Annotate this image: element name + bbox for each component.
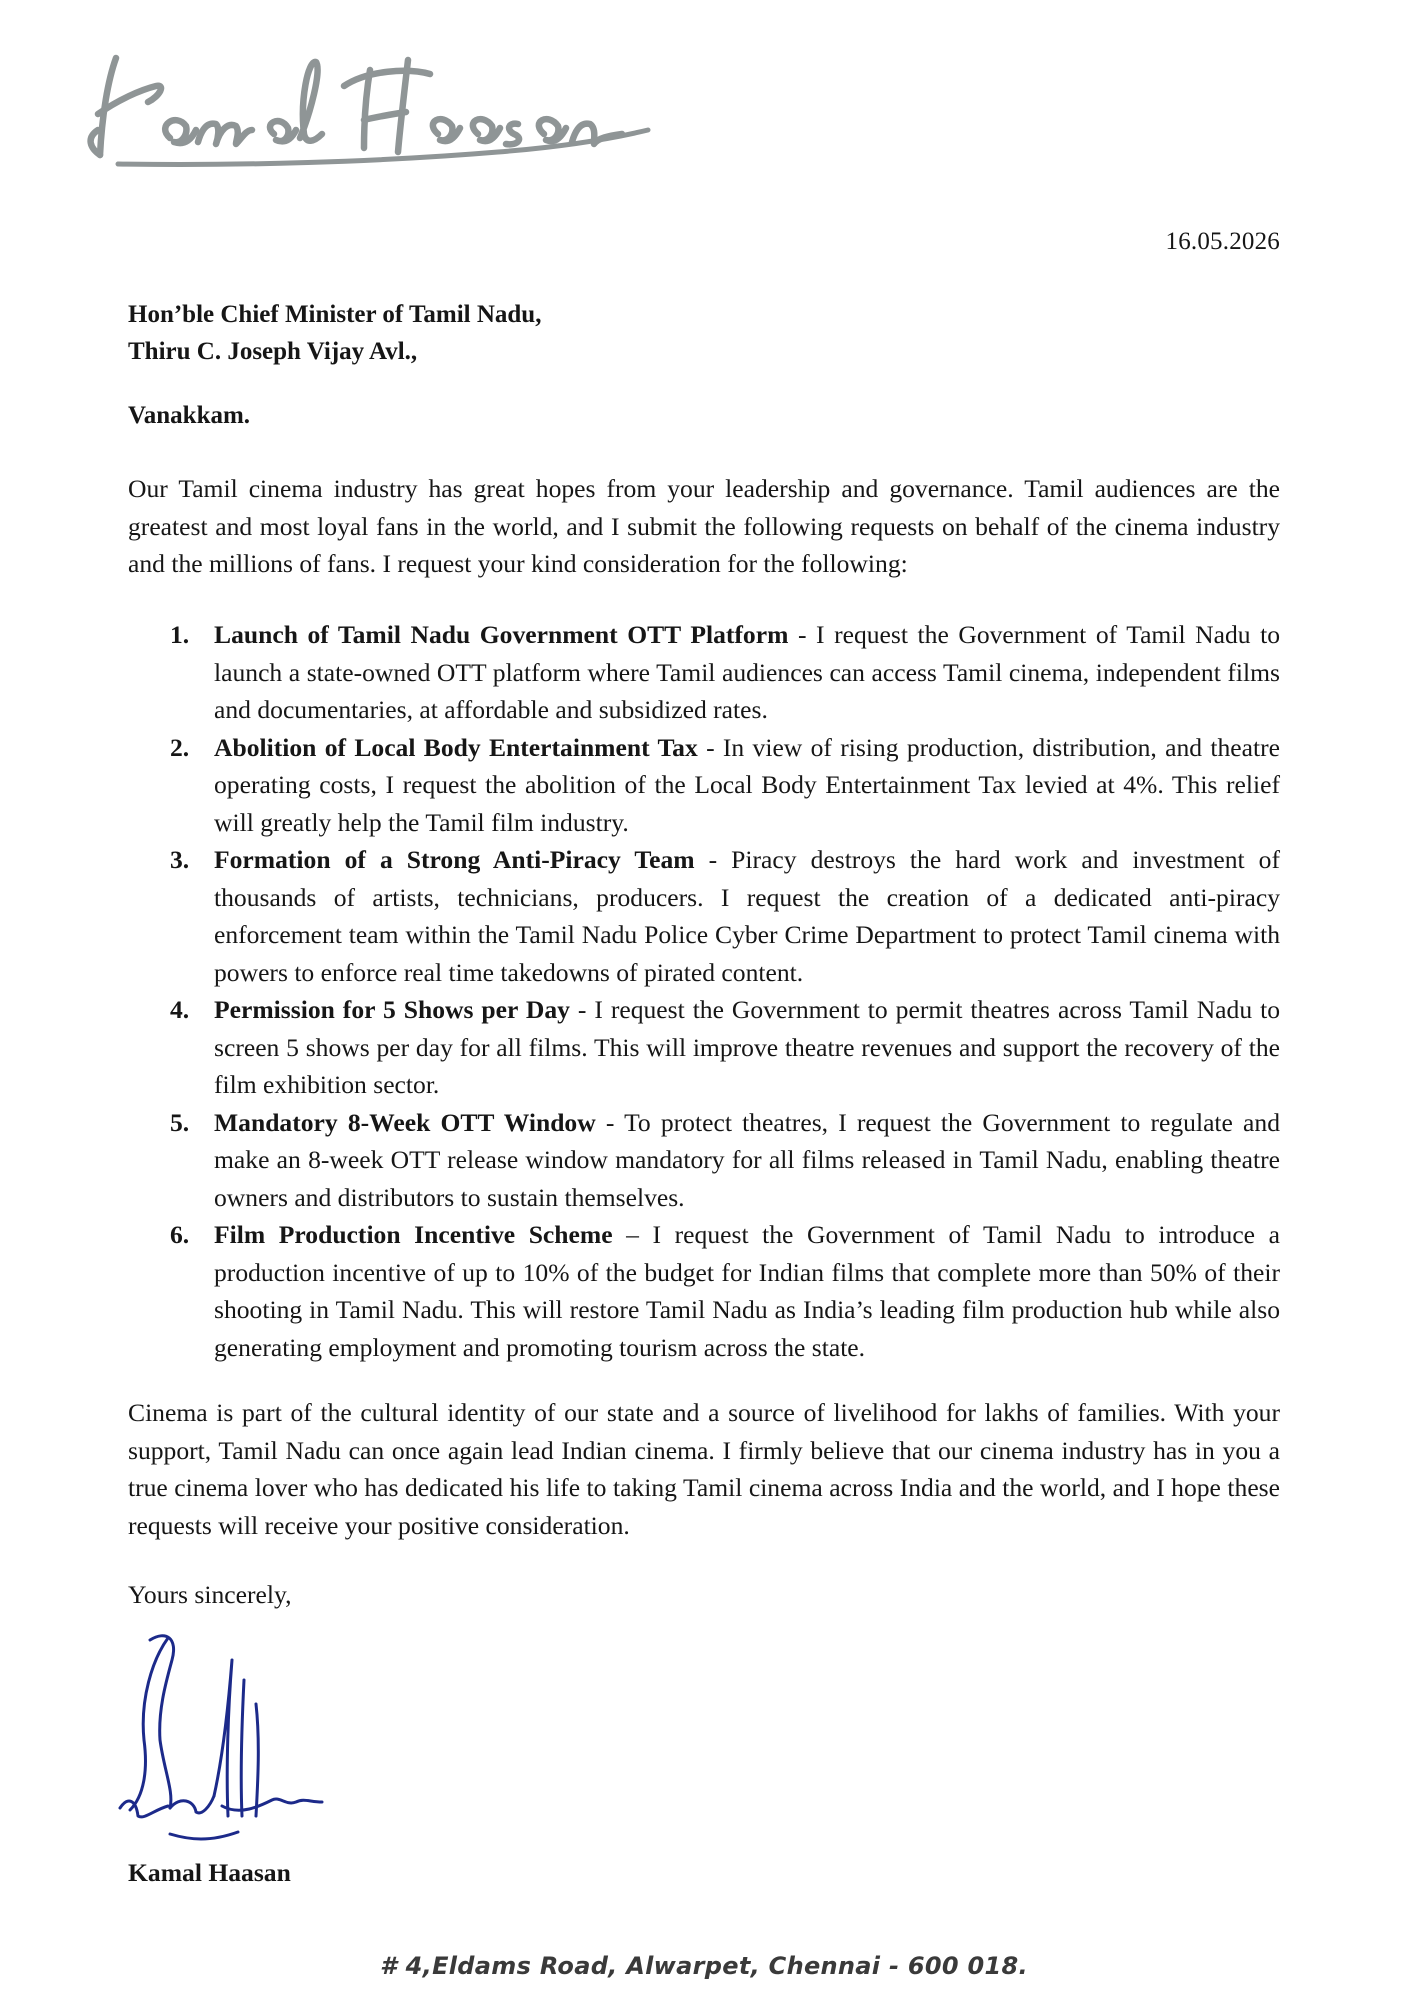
list-item — [160, 1104, 1280, 1217]
request-number: 5. — [170, 1107, 190, 1137]
closing-paragraph: Cinema is part of the cultural identity of our state and a source of livelihood for lakhs of families. With your support, Tamil Nadu can once again lead Indian cinema. I firmly believe that our cinema industry has in you a true cinema lover who has dedicated his life to taking Tamil cinema across India and the world, and I hope these requests will receive your positive consideration. — [128, 1398, 1280, 1540]
request-title: Formation of a Strong Anti-Piracy Team — [214, 845, 695, 874]
footer-address: # 4,Eldams Road, Alwarpet, Chennai - 600 018. — [380, 1952, 1028, 1980]
request-number: 6. — [170, 1220, 190, 1249]
addressee-block — [128, 296, 541, 370]
signer-name: Kamal Haasan — [128, 1858, 291, 1887]
request-text: - Piracy destroys the hard work and investment of thousands of artists, technicians, producers. I request the creation of a dedicated anti-piracy enforcement team within the Tamil Nadu Police Cyber Crime Department to protect Tamil cinema with powers to enforce real time takedowns of pirated content. — [214, 845, 1280, 987]
list-item — [160, 991, 1280, 1104]
request-number: 4. — [170, 995, 190, 1024]
request-title: Mandatory 8-Week OTT Window — [214, 1107, 596, 1137]
request-text: - In view of rising production, distribution, and theatre operating costs, I request the abolition of the Local Body Entertainment Tax levied at 4%. This relief will greatly help the Tamil film industry. — [214, 732, 1281, 837]
list-item — [160, 841, 1280, 991]
letterhead-logo-text: Kamal Haasan — [78, 30, 84, 31]
request-text: - I request the Government of Tamil Nadu to launch a state-owned OTT platform where Tamil audiences can access Tamil cinema, independent films and documentaries, at affordable and subsidized rates. — [214, 620, 1280, 724]
handwritten-signature — [110, 1620, 360, 1850]
request-text: – I request the Government of Tamil Nadu to introduce a production incentive of up to 10% of the budget for Indian films that complete more than 50% of their shooting in Tamil Nadu. This will restore Tamil Nadu as India’s leading film production hub while also generating employment and promoting tourism across the state. — [214, 1220, 1280, 1362]
letter-date: 16.05.2026 — [1165, 228, 1280, 255]
request-number: 2. — [170, 732, 190, 762]
intro-paragraph: Our Tamil cinema industry has great hopes from your leadership and governance. Tamil audiences are the greatest and most loyal fans in the world, and I submit the following requests on behalf of the cinema industry and the millions of fans. I request your kind consideration for the following: — [128, 474, 1280, 578]
list-item — [160, 1216, 1280, 1366]
sign-off: Yours sincerely, — [128, 1580, 292, 1609]
list-item — [160, 729, 1280, 842]
request-title: Abolition of Local Body Entertainment Tax — [214, 732, 698, 762]
letterhead-logo — [78, 30, 678, 180]
request-title: Film Production Incentive Scheme — [214, 1220, 613, 1249]
list-item — [160, 616, 1280, 729]
request-number: 1. — [170, 620, 190, 649]
salutation: Vanakkam. — [128, 402, 251, 429]
request-title: Permission for 5 Shows per Day — [214, 995, 570, 1024]
requests-list — [160, 616, 1280, 1366]
request-text: - To protect theatres, I request the Government to regulate and make an 8-week OTT release window mandatory for all films released in Tamil Nadu, enabling theatre owners and distributors to sustain themselves. — [214, 1107, 1280, 1212]
addressee-name: Thiru C. Joseph Vijay Avl., — [128, 338, 418, 365]
request-text: - I request the Government to permit theatres across Tamil Nadu to screen 5 shows per day for all films. This will improve theatre revenues and support the recovery of the film exhibition sector. — [214, 995, 1281, 1099]
addressee-title: Hon’ble Chief Minister of Tamil Nadu, — [128, 301, 542, 328]
request-number: 3. — [170, 845, 190, 874]
request-title: Launch of Tamil Nadu Government OTT Platform — [214, 620, 789, 649]
